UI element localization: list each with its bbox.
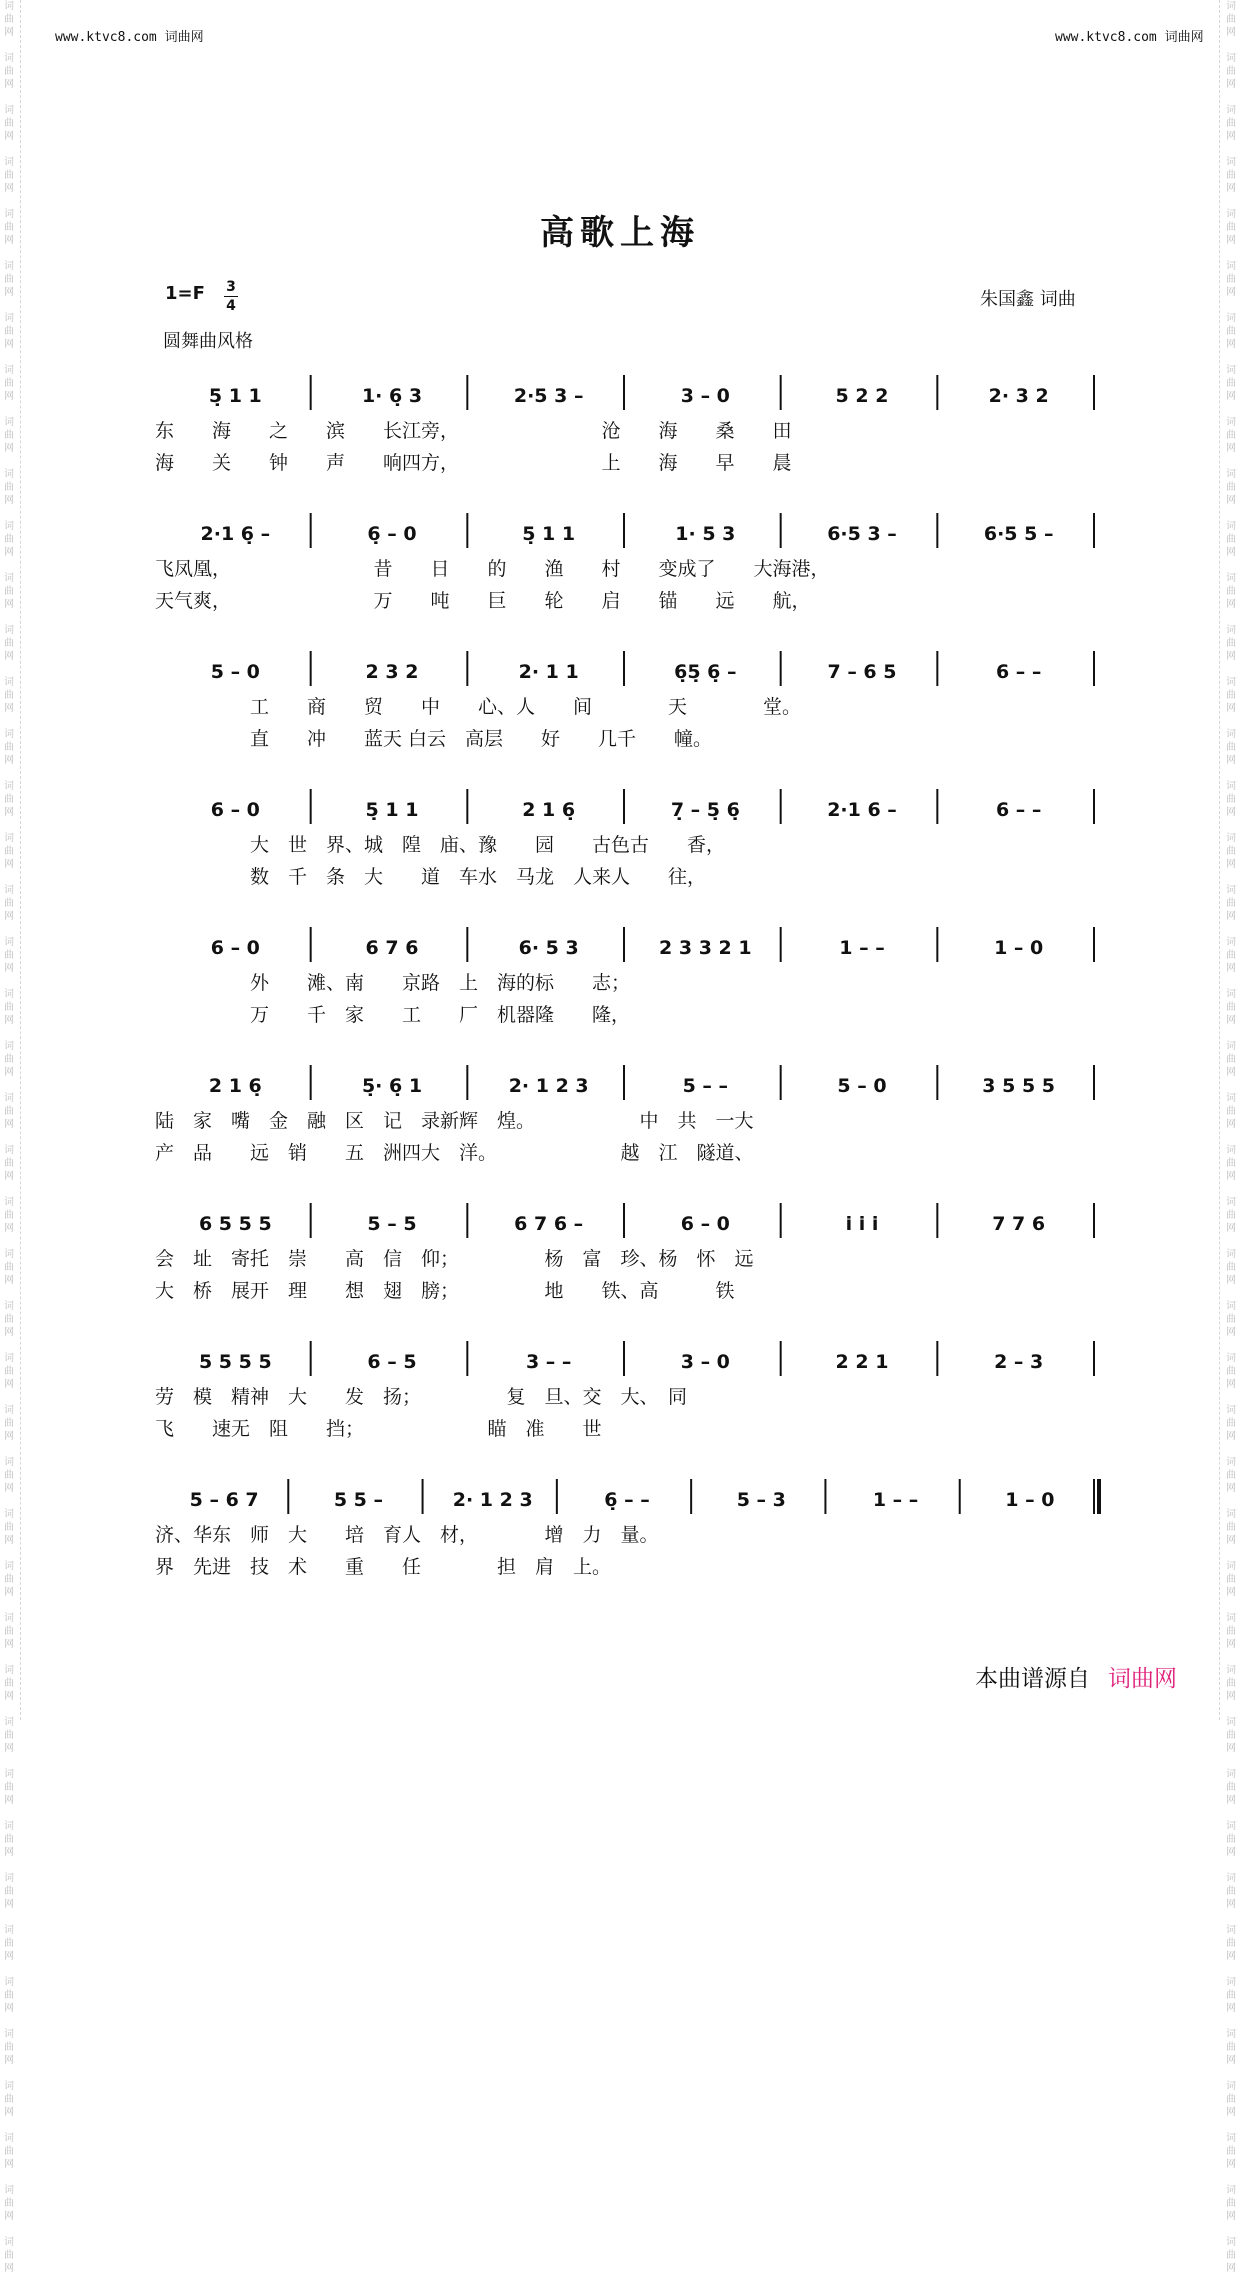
author-credit: 朱国鑫 词曲 (980, 289, 1076, 310)
measure-notes: 1 – – (872, 1489, 919, 1511)
lyric-line-1: 陆 家 嘴 金 融 区 记 录新辉 煌。 中 共 一大 (155, 1110, 754, 1132)
measure-notes: 2 – 3 (994, 1351, 1044, 1373)
time-signature-bottom: 4 (226, 298, 236, 314)
lyric-line-2: 产 品 远 销 五 洲四大 洋。 越 江 隧道、 (155, 1142, 754, 1164)
measure-notes: 2 3 3 2 1 (659, 937, 752, 959)
measure-notes: 6 – 0 (210, 799, 260, 821)
lyric-line-1: 济、华东 师 大 培 育人 材， 增 力 量。 (155, 1524, 659, 1546)
measure-notes: 5 – 0 (210, 661, 260, 683)
lyric-line-1: 工 商 贸 中 心、人 间 天 堂。 (155, 696, 802, 718)
header-url-left[interactable]: www.ktvc8.com (55, 30, 157, 45)
measure-notes: 6 – 0 (680, 1213, 730, 1235)
measure-notes: 1 – – (839, 937, 885, 959)
footer-brand[interactable]: 词曲网 (1108, 1666, 1177, 1692)
measure-notes: 3 – 0 (680, 1351, 730, 1373)
left-watermark-strip: 词 曲 网 词 曲 网 词 曲 网 词 曲 网 词 曲 网 词 曲 网 词 曲 网 词 曲 网 词 曲 网 词 曲 网 词 曲 网 词 曲 网 词 曲 网 词 曲 网 词 曲 网 词 曲 网 词 曲 网 词 曲 网 词 曲 网 词 曲 网 词 曲 网 词 曲 网 词 曲 网 词 曲 网 词 曲 网 词 曲 网 词 曲 网 词 曲 网 词 曲 网 词 曲 网 词 曲 网 词 曲 网 词 曲 网 词 曲 网 词 曲 网 词 曲 网 词 曲 网 词 曲 网 词 曲 网 词 曲 网 词 曲 网 词 曲 网 词 曲 网 词 曲 网 (4, 1, 14, 2274)
lyric-line-2: 飞 速无 阻 挡； 瞄 准 世 (155, 1418, 602, 1440)
lyric-line-2: 直 冲 蓝天 白云 高层 好 几千 幢。 (155, 728, 713, 750)
measure-notes: 5 5 – (333, 1489, 384, 1511)
measure-notes: 2· 3 2 (988, 385, 1049, 407)
measure-notes: 5 – 3 (736, 1489, 786, 1511)
lyric-line-1: 飞凤凰， 昔 日 的 渔 村 变成了 大海港， (155, 558, 830, 580)
measure-notes: 7 – 6 5 (827, 661, 897, 683)
measure-notes: 2· 1 2 3 (452, 1489, 533, 1511)
lyric-line-1: 东 海 之 滨 长江旁， 沧 海 桑 田 (155, 420, 792, 442)
measure-notes: 6 7 6 (365, 937, 419, 959)
measure-notes: 1· 6̣ 3 (361, 385, 423, 407)
lyric-line-2: 界 先进 技 术 重 任 担 肩 上。 (155, 1556, 612, 1578)
measure-notes: 2·1 6 – (827, 799, 897, 821)
measure-notes: 5 – 5 (367, 1213, 417, 1235)
lyric-line-1: 劳 模 精神 大 发 扬； 复 旦、交 大、 同 (155, 1386, 688, 1408)
lyric-line-1: 会 址 寄托 崇 高 信 仰； 杨 富 珍、杨 怀 远 (155, 1248, 754, 1270)
lyric-line-2: 天气爽， 万 吨 巨 轮 启 锚 远 航， (155, 590, 811, 612)
measure-notes: 5 – 0 (837, 1075, 887, 1097)
style-note: 圆舞曲风格 (163, 331, 253, 352)
measure-notes: 5 – – (682, 1075, 729, 1097)
measure-notes: 5 – 6 7 (189, 1489, 259, 1511)
lyric-line-2: 数 千 条 大 道 车水 马龙 人来人 往， (155, 866, 707, 888)
header-site-name-right[interactable]: 词曲网 (1164, 30, 1204, 45)
measure-notes: 6̣ – – (604, 1489, 650, 1511)
measure-notes: 5 2 2 (835, 385, 889, 407)
measure-notes: 6 – 5 (367, 1351, 417, 1373)
measure-notes: 2 1 6̣ (522, 799, 576, 821)
measure-notes: 5̣ 1 1 (365, 799, 419, 821)
measure-notes: 1 – 0 (994, 937, 1044, 959)
measure-notes: 7 7 6 (992, 1213, 1046, 1235)
measure-notes: 5̣ 1 1 (208, 385, 262, 407)
lyric-line-2: 大 桥 展开 理 想 翅 膀； 地 铁、高 铁 (155, 1280, 735, 1302)
key-signature: 1=F (165, 283, 205, 304)
measure-notes: 6̣5̣ 6̣ – (674, 661, 737, 683)
lyric-line-1: 大 世 界、城 隍 庙、豫 园 古色古 香， (155, 834, 726, 856)
measure-notes: 2 3 2 (365, 661, 419, 683)
right-watermark-strip: 词 曲 网 词 曲 网 词 曲 网 词 曲 网 词 曲 网 词 曲 网 词 曲 网 词 曲 网 词 曲 网 词 曲 网 词 曲 网 词 曲 网 词 曲 网 词 曲 网 词 曲 网 词 曲 网 词 曲 网 词 曲 网 词 曲 网 词 曲 网 词 曲 网 词 曲 网 词 曲 网 词 曲 网 词 曲 网 词 曲 网 词 曲 网 词 曲 网 词 曲 网 词 曲 网 词 曲 网 词 曲 网 词 曲 网 词 曲 网 词 曲 网 词 曲 网 词 曲 网 词 曲 网 词 曲 网 词 曲 网 词 曲 网 词 曲 网 词 曲 网 词 曲 网 (1226, 1, 1236, 2274)
measure-notes: 3 – – (525, 1351, 572, 1373)
measure-notes: 1 – 0 (1005, 1489, 1055, 1511)
header-site-name-left[interactable]: 词曲网 (164, 30, 204, 45)
measure-notes: 2·1 6̣ – (200, 523, 271, 545)
measure-notes: 6 7 6 – (514, 1213, 584, 1235)
measure-notes: 1· 5 3 (675, 523, 736, 545)
lyric-line-1: 外 滩、南 京路 上 海的标 志； (155, 972, 631, 994)
measure-notes: 6 – – (995, 661, 1042, 683)
song-title: 高歌上海 (540, 213, 700, 253)
measure-notes: 6· 5 3 (518, 937, 579, 959)
measure-notes: 3 5 5 5 (982, 1075, 1056, 1097)
measure-notes: 3 – 0 (680, 385, 730, 407)
measure-notes: 6·5 3 – (827, 523, 897, 545)
measure-notes: 2· 1 1 (518, 661, 579, 683)
measure-notes: 2· 1 2 3 (508, 1075, 589, 1097)
measure-notes: 6̣ – 0 (367, 523, 417, 545)
source-footer[interactable] (975, 1660, 1177, 1693)
measure-notes: 6 5 5 5 (198, 1213, 272, 1235)
measure-notes: 2 2 1 (835, 1351, 889, 1373)
time-signature-top: 3 (226, 279, 236, 295)
measure-notes: 2 1 6̣ (208, 1075, 262, 1097)
lyric-line-2: 万 千 家 工 厂 机器隆 隆， (155, 1004, 631, 1026)
footer-prefix: 本曲谱源自 (975, 1666, 1090, 1692)
lyric-line-2: 海 关 钟 声 响四方， 上 海 早 晨 (155, 452, 792, 474)
measure-notes: 5 5 5 5 (198, 1351, 272, 1373)
measure-notes: 5̣ 1 1 (522, 523, 576, 545)
measure-notes: 5̣· 6̣ 1 (361, 1075, 423, 1097)
measure-notes: 2·5 3 – (513, 385, 584, 407)
measure-notes: 7̣ – 5̣ 6̣ (670, 799, 740, 821)
measure-notes: 6 – – (995, 799, 1042, 821)
measure-notes: i i i (845, 1213, 879, 1235)
measure-notes: 6 – 0 (210, 937, 260, 959)
measure-notes: 6·5 5 – (983, 523, 1054, 545)
header-url-right[interactable]: www.ktvc8.com (1055, 30, 1157, 45)
